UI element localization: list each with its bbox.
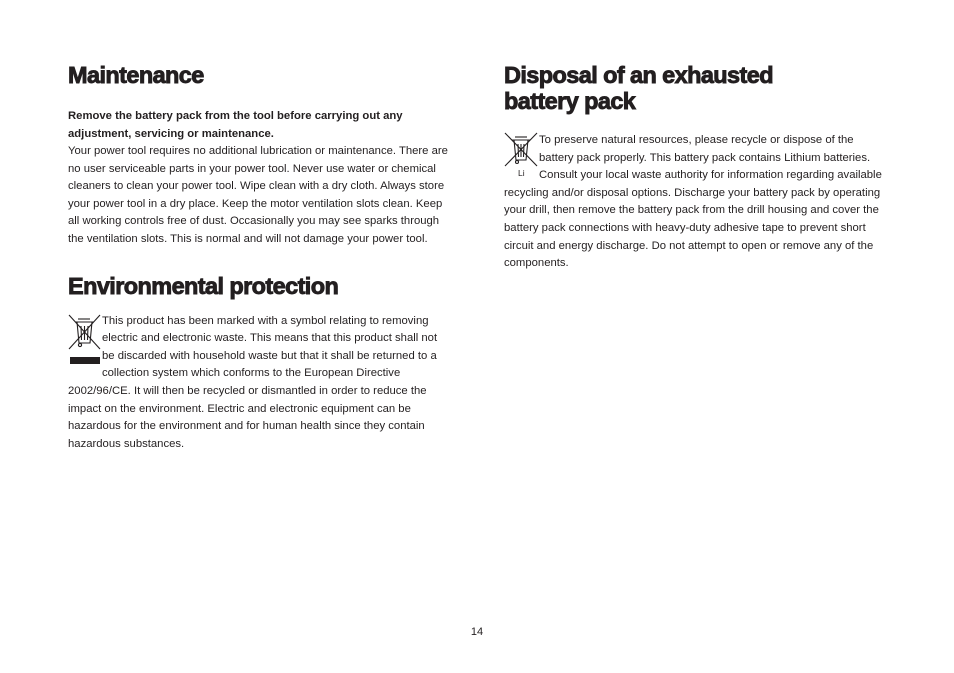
crossed-out-wheelie-bin-icon <box>68 313 101 367</box>
disposal-content <box>504 132 884 273</box>
page-number: 14 <box>470 626 484 638</box>
left-column <box>68 62 450 453</box>
battery-chemistry-label: Li <box>518 168 525 178</box>
maintenance-heading: Maintenance <box>68 62 204 88</box>
disposal-heading-line-2: battery pack <box>504 88 636 114</box>
environment-content <box>68 313 450 454</box>
environment-heading: Environmental protection <box>68 272 339 299</box>
disposal-heading <box>504 62 884 114</box>
maintenance-lead: Remove the battery pack from the tool before carrying out any adjustment, servicing or maintenance. <box>68 110 403 140</box>
disposal-body: To preserve natural resources, please recycle or dispose of the battery pack properly. This battery pack contains Lithium batteries. Consult your local waste authority for information regarding available recycling and/or disposal options. Discharge your battery pack by operating your drill, then remove the battery pack from the drill housing and cover the battery pack connections with heavy-duty adhesive tape to prevent short circuit and energy discharge. Do not attempt to open or remove any of the components. <box>504 134 882 270</box>
maintenance-body: Your power tool requires no additional lubrication or maintenance. There are no user serviceable parts in your power tool. Never use water or chemical cleaners to clean your power tool. Wipe clean with a dry cloth. Always store your power tool in a dry place. Keep the motor ventilation slots clean. Keep all working controls free of dust. Occasionally you may see sparks through the ventilation slots. This is normal and will not damage your power tool. <box>68 145 448 245</box>
right-column <box>504 62 884 273</box>
environment-body: This product has been marked with a symbol relating to removing electric and electronic waste. This means that this product shall not be discarded with household waste but that it shall be returned to a collection system which conforms to the European Directive 2002/96/CE. It will then be recycled or dismantled in order to reduce the impact on the environment. Electric and electronic equipment can be hazardous for the environment and for human health since they contain hazardous substances. <box>68 314 438 450</box>
disposal-heading-line-1: Disposal of an exhausted <box>504 62 773 88</box>
environment-section <box>68 273 450 454</box>
crossed-out-battery-bin-icon <box>504 132 538 184</box>
